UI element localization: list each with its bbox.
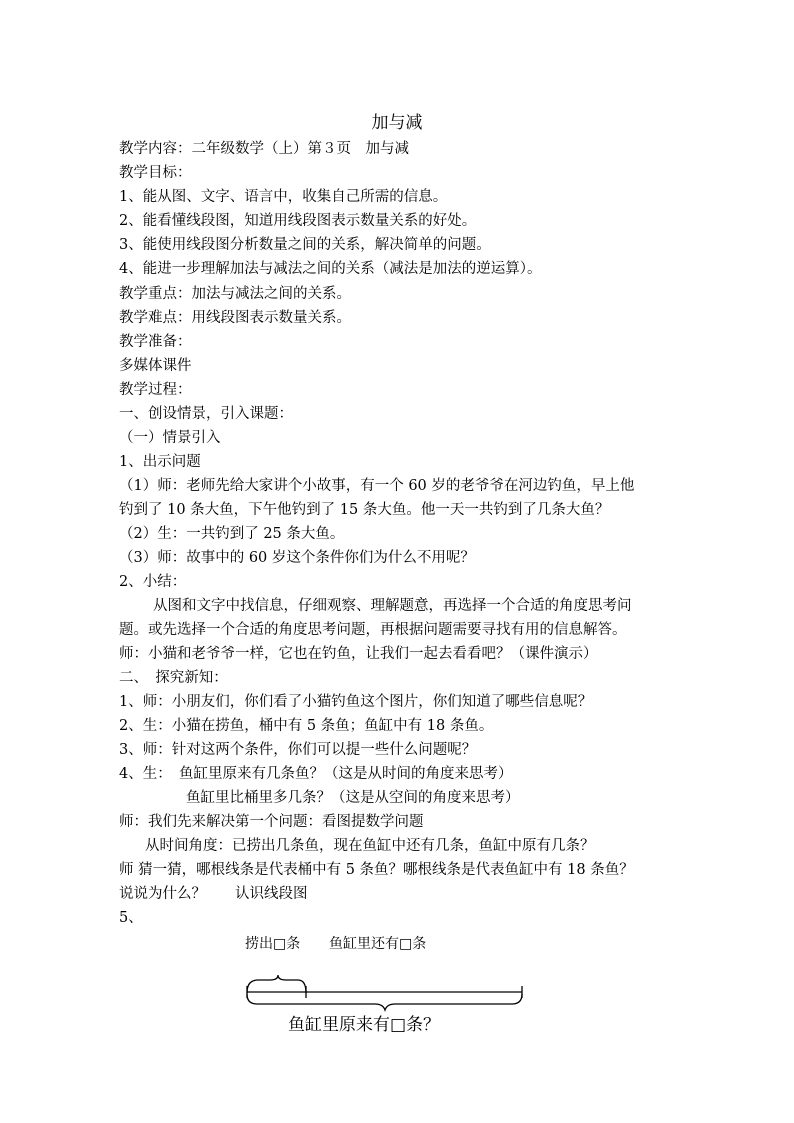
explain-line: 说说为什么？ 认识线段图 bbox=[119, 886, 308, 902]
step-5: 5、 bbox=[119, 910, 143, 926]
objective-2: 2、能看懂线段图，知道用线段图表示数量关系的好处。 bbox=[119, 213, 477, 229]
guess-line: 师 猜一猜，哪根线条是代表桶中有 5 条鱼？哪根线条是代表鱼缸中有 18 条鱼？ bbox=[119, 862, 634, 878]
preparation-item: 多媒体课件 bbox=[119, 358, 192, 374]
lower-brace bbox=[247, 994, 522, 1010]
summary-line-3: 师：小猫和老爷爷一样，它也在钓鱼，让我们一起去看看吧？（课件演示） bbox=[119, 646, 598, 662]
label-removed: 捞出□条 bbox=[245, 936, 301, 952]
key-point: 教学重点：加法与减法之间的关系。 bbox=[119, 286, 351, 302]
explore-4: 4、生： 鱼缸里原来有几条鱼？（这是从时间的角度来思考） bbox=[119, 766, 513, 782]
story-line-1: （1）师：老师先给大家讲个小故事，有一个 60 岁的老爷爷在河边钓鱼，早上他 bbox=[119, 478, 635, 494]
upper-brace bbox=[247, 975, 306, 993]
process-heading: 教学过程： bbox=[119, 382, 192, 398]
objective-1: 1、能从图、文字、语言中，收集自己所需的信息。 bbox=[119, 189, 448, 205]
explore-3: 3、师：针对这两个条件，你们可以提一些什么问题呢？ bbox=[119, 742, 477, 758]
teacher-question: （3）师：故事中的 60 岁这个条件你们为什么不用呢？ bbox=[119, 550, 475, 566]
teaching-content: 教学内容：二年级数学（上）第３页 加与减 bbox=[119, 141, 409, 157]
label-remaining: 鱼缸里还有□条 bbox=[329, 936, 427, 952]
document-title: 加与减 bbox=[371, 113, 423, 133]
explore-4-cont: 鱼缸里比桶里多几条？（这是从空间的角度来思考） bbox=[186, 790, 520, 806]
section-1-heading: 一、创设情景，引入课题： bbox=[119, 406, 293, 422]
explore-2: 2、生：小猫在捞鱼，桶中有 5 条鱼；鱼缸中有 18 条鱼。 bbox=[119, 718, 494, 734]
line-segment-diagram bbox=[240, 928, 540, 1038]
label-total: 鱼缸里原来有□条？ bbox=[288, 1015, 441, 1035]
objective-4: 4、能进一步理解加法与减法之间的关系（减法是加法的逆运算）。 bbox=[119, 261, 542, 277]
student-answer: （2）生：一共钓到了 25 条大鱼。 bbox=[119, 526, 345, 542]
explore-1: 1、师：小朋友们，你们看了小猫钓鱼这个图片，你们知道了哪些信息呢？ bbox=[119, 694, 593, 710]
story-line-2: 钓到了 10 条大鱼，下午他钓到了 15 条大鱼。他一天一共钓到了几条大鱼？ bbox=[119, 502, 610, 518]
summary-line-2: 题。或先选择一个合适的角度思考问题，再根据问题需要寻找有用的信息解答。 bbox=[119, 622, 627, 638]
time-angle: 从时间角度：已捞出几条鱼，现在鱼缸中还有几条，鱼缸中原有几条？ bbox=[145, 838, 595, 854]
objectives-heading: 教学目标： bbox=[119, 165, 192, 181]
difficulty: 教学难点：用线段图表示数量关系。 bbox=[119, 310, 351, 326]
summary-heading: 2、小结： bbox=[119, 574, 187, 590]
subsection-heading: （一）情景引入 bbox=[119, 430, 221, 446]
summary-line-1: 从图和文字中找信息，仔细观察、理解题意，再选择一个合适的角度思考问 bbox=[153, 598, 632, 614]
teacher-first-question: 师：我们先来解决第一个问题：看图提数学问题 bbox=[119, 814, 424, 830]
section-2-heading: 二、 探究新知： bbox=[119, 670, 228, 686]
preparation-heading: 教学准备： bbox=[119, 334, 192, 350]
step-1-heading: 1、出示问题 bbox=[119, 454, 201, 470]
objective-3: 3、能使用线段图分析数量之间的关系，解决简单的问题。 bbox=[119, 237, 491, 253]
